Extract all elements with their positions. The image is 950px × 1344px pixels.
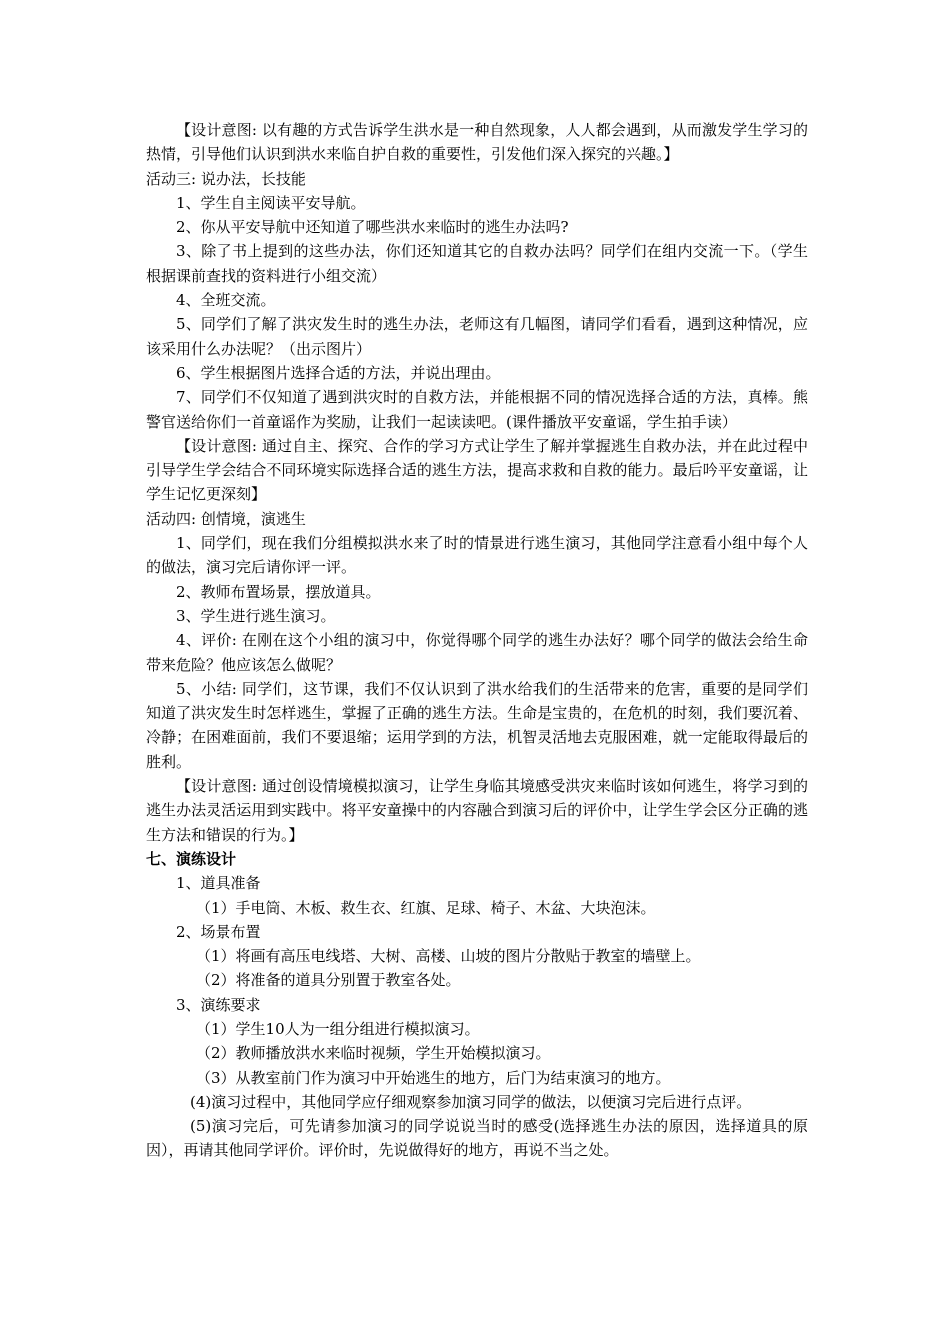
document-page xyxy=(146,118,808,1163)
requirements-item-3: （3）从教室前门作为演习中开始逃生的地方，后门为结束演习的地方。 xyxy=(196,1068,671,1087)
section-7-heading: 七、演练设计 xyxy=(146,849,237,868)
activity-4-item-2: 2、教师布置场景，摆放道具。 xyxy=(176,582,381,601)
activity-3-item-3: 3、除了书上提到的这些办法，你们还知道其它的自救办法吗？同学们在组内交流一下。（学生根据课前查找的资料进行小组交流） xyxy=(146,242,808,285)
design-intent-1: 【设计意图: 以有趣的方式告诉学生洪水是一种自然现象，人人都会遇到，从而激发学生学习的热情，引导他们认识到洪水来临自护自救的重要性，引发他们深入探究的兴趣。】 xyxy=(146,121,808,164)
scene-item-1: （1）将画有高压电线塔、大树、高楼、山坡的图片分散贴于教室的墙壁上。 xyxy=(196,947,701,966)
requirements-title: 3、演练要求 xyxy=(176,995,261,1014)
activity-3-item-5: 5、同学们了解了洪灾发生时的逃生办法，老师这有几幅图，请同学们看看，遇到这种情况，应该采用什么办法呢？（出示图片） xyxy=(146,315,808,358)
requirements-item-5: (5)演习完后，可先请参加演习的同学说说当时的感受(选择逃生办法的原因，选择道具的原因），再请其他同学评价。评价时，先说做得好的地方，再说不当之处。 xyxy=(146,1117,808,1160)
activity-3-item-1: 1、学生自主阅读平安导航。 xyxy=(176,193,366,212)
activity-3-item-6: 6、学生根据图片选择合适的方法，并说出理由。 xyxy=(176,363,501,382)
activity-4-item-5: 5、小结: 同学们，这节课，我们不仅认识到了洪水给我们的生活带来的危害，重要的是同学们知道了洪灾发生时怎样逃生，掌握了正确的逃生方法。生命是宝贵的，在危机的时刻，我们要沉着、冷静；在困难面前，我们不要退缩；运用学到的方法，机智灵活地去克服困难，就一定能取得最后的胜利。 xyxy=(146,679,808,771)
props-item-1: （1）手电筒、木板、救生衣、红旗、足球、椅子、木盆、大块泡沫。 xyxy=(196,898,656,917)
scene-item-2: （2）将准备的道具分别置于教室各处。 xyxy=(196,971,461,990)
design-intent-2: 【设计意图: 通过自主、探究、合作的学习方式让学生了解并掌握逃生自救办法，并在此过程中引导学生学会结合不同环境实际选择合适的逃生方法，提高求救和自救的能力。最后吟平安童谣，让学生记忆更深刻】 xyxy=(146,436,808,504)
activity-3-item-2: 2、你从平安导航中还知道了哪些洪水来临时的逃生办法吗? xyxy=(176,218,569,237)
activity-3-title: 活动三: 说办法，长技能 xyxy=(146,169,306,188)
requirements-item-2: （2）教师播放洪水来临时视频，学生开始模拟演习。 xyxy=(196,1044,551,1063)
design-intent-3: 【设计意图: 通过创设情境模拟演习，让学生身临其境感受洪灾来临时该如何逃生，将学习到的逃生办法灵活运用到实践中。将平安童操中的内容融合到演习后的评价中，让学生学会区分正确的逃生方法和错误的行为。】 xyxy=(146,777,808,844)
activity-3-item-7: 7、同学们不仅知道了遇到洪灾时的自救方法，并能根据不同的情况选择合适的方法，真棒。熊警官送给你们一首童谣作为奖励，让我们一起读读吧。(课件播放平安童谣，学生拍手读） xyxy=(146,388,808,431)
activity-4-item-1: 1、同学们，现在我们分组模拟洪水来了时的情景进行逃生演习，其他同学注意看小组中每个人的做法，演习完后请你评一评。 xyxy=(146,534,808,577)
activity-4-item-4: 4、评价: 在刚在这个小组的演习中，你觉得哪个同学的逃生办法好？哪个同学的做法会给生命带来危险？他应该怎么做呢？ xyxy=(146,631,808,674)
requirements-item-4: (4)演习过程中，其他同学应仔细观察参加演习同学的做法，以便演习完后进行点评。 xyxy=(190,1092,752,1111)
props-title: 1、道具准备 xyxy=(176,874,261,893)
activity-3-item-4: 4、全班交流。 xyxy=(176,291,276,310)
activity-4-item-3: 3、学生进行逃生演习。 xyxy=(176,606,336,625)
scene-title: 2、场景布置 xyxy=(176,922,261,941)
requirements-item-1: （1）学生10人为一组分组进行模拟演习。 xyxy=(196,1019,480,1038)
activity-4-title: 活动四: 创情境，演逃生 xyxy=(146,509,306,528)
